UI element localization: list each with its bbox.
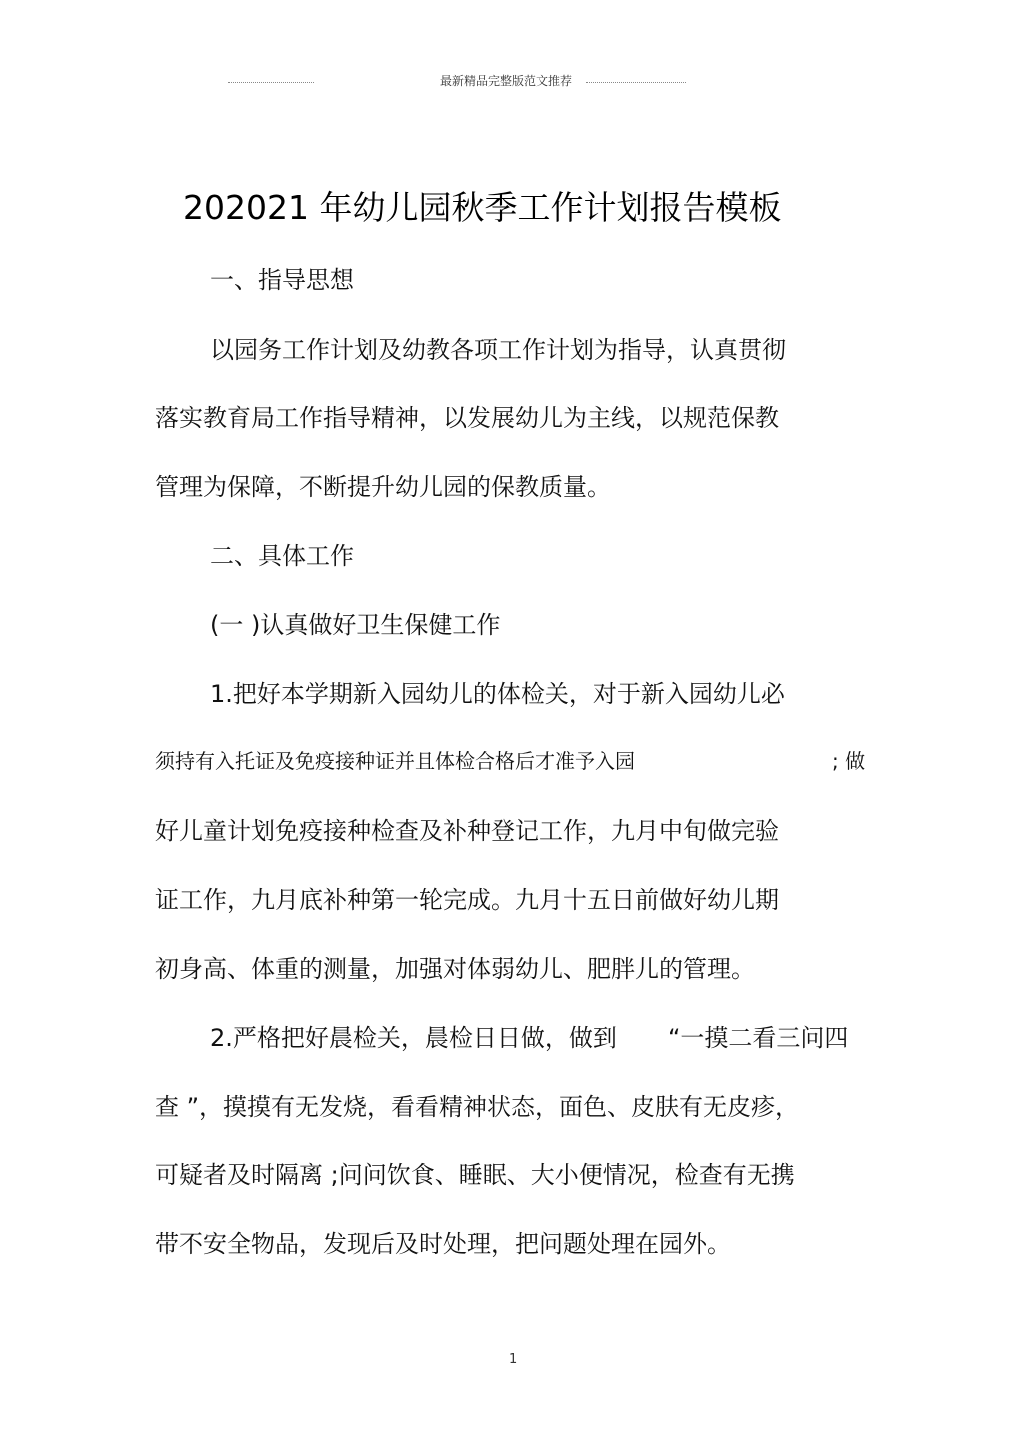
paragraph-line-fragment: ; 做 [832, 749, 866, 773]
paragraph-line: 带不安全物品，发现后及时处理，把问题处理在园外。 [155, 1230, 731, 1258]
section-heading-guiding-ideology: 一、指导思想 [210, 266, 354, 294]
paragraph-line: 管理为保障，不断提升幼儿园的保教质量。 [155, 473, 611, 501]
page-number: 1 [509, 1352, 518, 1367]
paragraph-line: 以园务工作计划及幼教各项工作计划为指导，认真贯彻 [210, 336, 786, 364]
paragraph-line-fragment: “一摸二看三问四 [668, 1024, 849, 1052]
subsection-heading-health-care: (一 )认真做好卫生保健工作 [210, 611, 501, 639]
paragraph-line: 证工作，九月底补种第一轮完成。九月十五日前做好幼儿期 [155, 886, 779, 914]
paragraph-line: 初身高、体重的测量，加强对体弱幼儿、肥胖儿的管理。 [155, 955, 755, 983]
paragraph-line: 可疑者及时隔离 ;问问饮食、睡眠、大小便情况，检查有无携 [155, 1161, 795, 1189]
paragraph-line: 查 ”，摸摸有无发烧，看看精神状态，面色、皮肤有无皮疹， [155, 1093, 800, 1121]
paragraph-line: 落实教育局工作指导精神，以发展幼儿为主线，以规范保教 [155, 404, 779, 432]
running-header: 最新精品完整版范文推荐 [440, 74, 573, 88]
paragraph-line: 好儿童计划免疫接种检查及补种登记工作，九月中旬做完验 [155, 817, 779, 845]
paragraph-line: 须持有入托证及免疫接种证并且体检合格后才准予入园 [155, 749, 635, 773]
header-rule-left [228, 82, 314, 83]
section-heading-specific-work: 二、具体工作 [210, 542, 354, 570]
document-title: 202021 年幼儿园秋季工作计划报告模板 [183, 188, 782, 227]
paragraph-line: 2.严格把好晨检关，晨检日日做，做到 [210, 1024, 617, 1052]
paragraph-line: 1.把好本学期新入园幼儿的体检关，对于新入园幼儿必 [210, 680, 785, 708]
header-rule-right [586, 82, 686, 83]
